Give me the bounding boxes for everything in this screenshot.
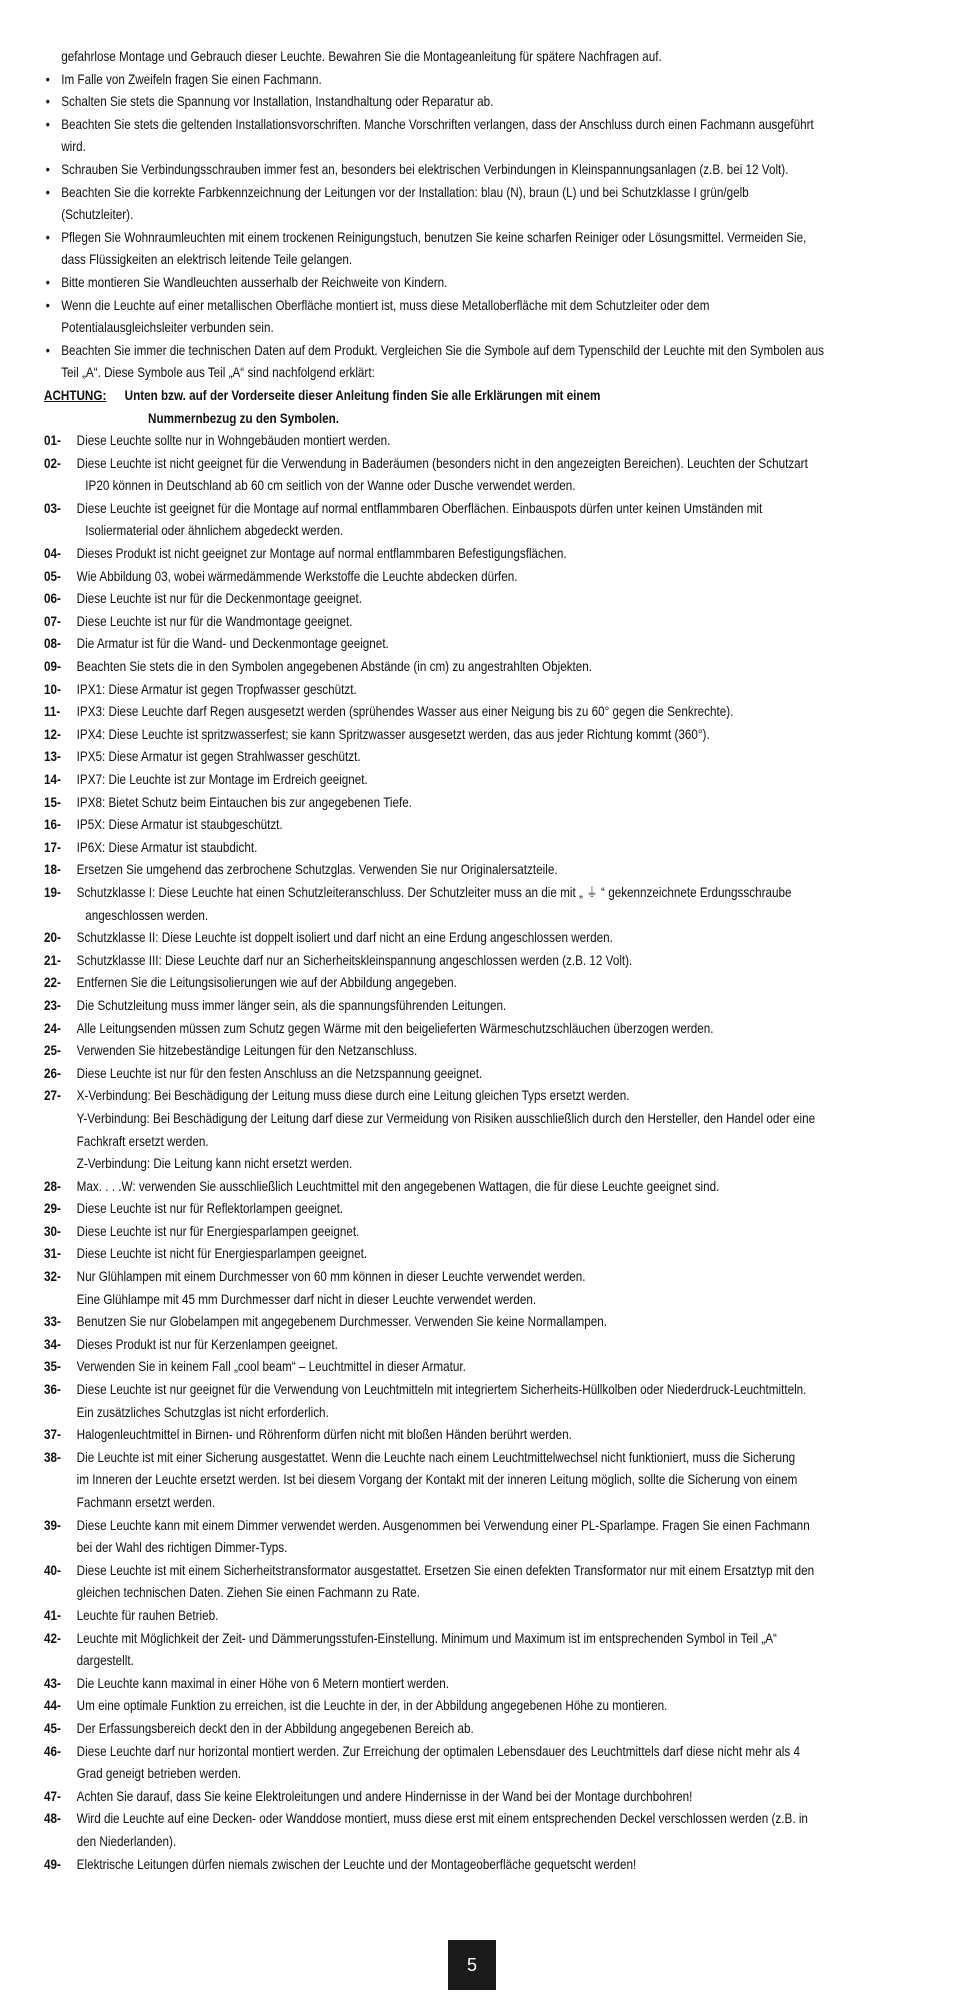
item-text: Diese Leuchte ist nur für die Wandmontage geeignet. <box>76 613 353 629</box>
bullet-text: Im Falle von Zweifeln fragen Sie einen Fachmann. <box>61 71 322 87</box>
item-text: Fachkraft ersetzt werden. <box>76 1133 209 1149</box>
item-number: 35- <box>44 1359 61 1375</box>
item-text: Diese Leuchte ist nur für die Deckenmontage geeignet. <box>76 591 362 607</box>
bullet-item <box>44 114 910 137</box>
symbol-item-03 <box>44 498 910 543</box>
item-number: 28- <box>44 1178 61 1194</box>
bullet-text: Beachten Sie immer die technischen Daten auf dem Produkt. Vergleichen Sie die Symbole auf dem Typenschild der Leuchte mit den Symbolen aus <box>61 342 824 358</box>
symbol-item-48 <box>44 1808 910 1853</box>
item-text: IPX1: Diese Armatur ist gegen Tropfwasser geschützt. <box>76 681 357 697</box>
symbol-item-31 <box>44 1243 910 1266</box>
symbol-item-22 <box>44 972 910 995</box>
symbol-item-20 <box>44 927 910 950</box>
symbol-item-07 <box>44 611 910 634</box>
item-text: gleichen technischen Daten. Ziehen Sie einen Fachmann zu Rate. <box>76 1585 420 1601</box>
item-text: Leuchte mit Möglichkeit der Zeit- und Dämmerungsstufen-Einstellung. Minimum und Maximum ist im entsprechenden Symbol in Teil „A“ <box>76 1630 777 1646</box>
bullet-text: Beachten Sie die korrekte Farbkennzeichnung der Leitungen vor der Installation: blau (N), braun (L) und bei Schutzklasse I grün/gelb <box>61 184 749 200</box>
item-text: IPX8: Bietet Schutz beim Eintauchen bis zur angegebenen Tiefe. <box>76 794 413 810</box>
item-number: 27- <box>44 1088 61 1104</box>
intro-line: gefahrlose Montage und Gebrauch dieser Leuchte. Bewahren Sie die Montageanleitung für spätere Nachfragen auf. <box>61 49 662 64</box>
symbol-item-32 <box>44 1266 910 1311</box>
item-number: 34- <box>44 1336 61 1352</box>
symbol-item-41 <box>44 1605 910 1628</box>
item-text: Z-Verbindung: Die Leitung kann nicht ersetzt werden. <box>76 1156 353 1172</box>
item-number: 13- <box>44 749 61 765</box>
item-number: 17- <box>44 839 61 855</box>
item-text: Leuchte für rauhen Betrieb. <box>76 1607 219 1623</box>
symbol-item-38 <box>44 1447 910 1515</box>
symbol-item-43 <box>44 1673 910 1696</box>
item-text: Halogenleuchtmittel in Birnen- und Röhrenform dürfen nicht mit bloßen Händen berührt werden. <box>76 1427 572 1443</box>
bullet-item <box>44 69 910 92</box>
item-text: Benutzen Sie nur Globelampen mit angegebenem Durchmesser. Verwenden Sie keine Normallampen. <box>76 1314 607 1330</box>
bullet-text-continued: Teil „A“. Diese Symbole aus Teil „A“ sind nachfolgend erklärt: <box>61 365 375 381</box>
symbol-item-26 <box>44 1063 910 1086</box>
symbol-item-29 <box>44 1198 910 1221</box>
bullet-text-continued: Potentialausgleichsleiter verbunden sein. <box>61 320 274 336</box>
item-text: Eine Glühlampe mit 45 mm Durchmesser darf nicht in dieser Leuchte verwendet werden. <box>76 1291 537 1307</box>
warning-text-line1: Unten bzw. auf der Vorderseite dieser Anleitung finden Sie alle Erklärungen mit einem <box>124 387 601 403</box>
symbol-item-25 <box>44 1040 910 1063</box>
bullet-icon: • <box>45 116 50 132</box>
item-number: 40- <box>44 1562 61 1578</box>
item-text: IP6X: Diese Armatur ist staubdicht. <box>76 839 258 855</box>
symbol-item-04 <box>44 543 910 566</box>
symbol-item-24 <box>44 1018 910 1041</box>
symbol-item-30 <box>44 1221 910 1244</box>
item-number: 12- <box>44 726 61 742</box>
item-number: 10- <box>44 681 61 697</box>
bullet-text: Bitte montieren Sie Wandleuchten ausserhalb der Reichweite von Kindern. <box>61 274 448 290</box>
item-text: angeschlossen werden. <box>85 907 209 923</box>
bullet-item <box>44 159 910 182</box>
item-number: 26- <box>44 1065 61 1081</box>
item-text: IPX5: Diese Armatur ist gegen Strahlwasser geschützt. <box>76 749 361 765</box>
symbol-explanations-list <box>44 430 910 1876</box>
bullet-icon: • <box>45 71 50 87</box>
item-number: 43- <box>44 1675 61 1691</box>
item-text: Diese Leuchte ist nicht geeignet für die Verwendung in Baderäumen (besonders nicht in den angezeigten Bereichen). Leuchten der Schutzart <box>76 455 808 471</box>
item-text: Diese Leuchte ist geeignet für die Montage auf normal entflammbaren Oberflächen. Einbauspots dürfen unter keinen Umständen mit <box>76 500 763 516</box>
page-number: 5 <box>448 1940 496 1990</box>
symbol-item-14 <box>44 769 910 792</box>
item-text: Elektrische Leitungen dürfen niemals zwischen der Leuchte und der Montageoberfläche gequetscht werden! <box>76 1856 637 1872</box>
item-number: 07- <box>44 613 61 629</box>
item-text: Diese Leuchte ist nicht für Energiesparlampen geeignet. <box>76 1246 368 1262</box>
item-number: 47- <box>44 1788 61 1804</box>
item-number: 48- <box>44 1811 61 1827</box>
item-number: 08- <box>44 636 61 652</box>
bullet-item <box>44 340 910 363</box>
symbol-item-05 <box>44 566 910 589</box>
item-text: Y-Verbindung: Bei Beschädigung der Leitung darf diese zur Vermeidung von Risiken ausschließlich durch den Hersteller, den Handel oder eine <box>76 1110 816 1126</box>
item-number: 24- <box>44 1020 61 1036</box>
item-number: 02- <box>44 455 61 471</box>
symbol-item-34 <box>44 1334 910 1357</box>
item-number: 36- <box>44 1382 61 1398</box>
item-number: 38- <box>44 1449 61 1465</box>
bullet-text-continued: wird. <box>61 139 86 155</box>
symbol-item-10 <box>44 679 910 702</box>
warning-text-line2: Nummernbezug zu den Symbolen. <box>148 410 340 426</box>
item-text: Die Armatur ist für die Wand- und Deckenmontage geeignet. <box>76 636 389 652</box>
item-text: Die Leuchte ist mit einer Sicherung ausgestattet. Wenn die Leuchte nach einem Leuchtmittelwechsel nicht funktioniert, muss die Sicherung <box>76 1449 796 1465</box>
item-text: Verwenden Sie in keinem Fall „cool beam“ – Leuchtmittel in dieser Armatur. <box>76 1359 466 1375</box>
item-number: 23- <box>44 997 61 1013</box>
item-text: Diese Leuchte ist nur für Energiesparlampen geeignet. <box>76 1223 360 1239</box>
item-number: 01- <box>44 433 61 449</box>
bullet-item <box>44 227 910 250</box>
item-text: Entfernen Sie die Leitungsisolierungen wie auf der Abbildung angegeben. <box>76 975 457 991</box>
item-number: 39- <box>44 1517 61 1533</box>
item-number: 22- <box>44 975 61 991</box>
symbol-item-06 <box>44 588 910 611</box>
item-text: Diese Leuchte ist mit einem Sicherheitstransformator ausgestattet. Ersetzen Sie einen defekten Transformator nur mit einem Ersatztyp mit den <box>76 1562 815 1578</box>
symbol-item-01 <box>44 430 910 453</box>
item-text: IP5X: Diese Armatur ist staubgeschützt. <box>76 817 283 833</box>
symbol-item-12 <box>44 724 910 747</box>
symbol-item-15 <box>44 792 910 815</box>
item-number: 04- <box>44 546 61 562</box>
symbol-item-18 <box>44 859 910 882</box>
bullet-text: Schalten Sie stets die Spannung vor Installation, Instandhaltung oder Reparatur ab. <box>61 94 494 110</box>
item-text: Wie Abbildung 03, wobei wärmedämmende Werkstoffe die Leuchte abdecken dürfen. <box>76 568 518 584</box>
symbol-item-35 <box>44 1356 910 1379</box>
symbol-item-21 <box>44 950 910 973</box>
item-text: Schutzklasse I: Diese Leuchte hat einen Schutzleiteranschluss. Der Schutzleiter muss an die mit „ ⏚ “ gekennzeichnete Erdungsschraube <box>76 884 792 900</box>
item-text: IPX3: Diese Leuchte darf Regen ausgesetzt werden (sprühendes Wasser aus einer Neigung bis zu 60° gegen die Senkrechte). <box>76 704 734 720</box>
item-text: dargestellt. <box>76 1653 134 1669</box>
item-text: Ein zusätzliches Schutzglas ist nicht erforderlich. <box>76 1404 329 1420</box>
item-number: 06- <box>44 591 61 607</box>
item-text: Um eine optimale Funktion zu erreichen, ist die Leuchte in der, in der Abbildung angegebenen Höhe zu montieren. <box>76 1698 668 1714</box>
bullet-icon: • <box>45 184 50 200</box>
item-text: Fachmann ersetzt werden. <box>76 1495 216 1510</box>
bullet-text-continued: (Schutzleiter). <box>61 207 134 223</box>
symbol-item-16 <box>44 814 910 837</box>
bullet-icon: • <box>45 161 50 177</box>
item-text: Diese Leuchte ist nur für Reflektorlampen geeignet. <box>76 1201 344 1217</box>
symbol-item-19 <box>44 882 910 927</box>
symbol-item-40 <box>44 1560 910 1605</box>
item-text: Diese Leuchte kann mit einem Dimmer verwendet werden. Ausgenommen bei Verwendung einer PL-Sparlampe. Fragen Sie einen Fachmann <box>76 1517 810 1533</box>
item-number: 37- <box>44 1427 61 1443</box>
item-text: Die Schutzleitung muss immer länger sein, als die spannungsführenden Leitungen. <box>76 997 507 1013</box>
item-text: Beachten Sie stets die in den Symbolen angegebenen Abstände (in cm) zu angestrahlten Objekten. <box>76 659 593 675</box>
item-number: 15- <box>44 794 61 810</box>
item-number: 18- <box>44 862 61 878</box>
item-number: 25- <box>44 1043 61 1059</box>
item-text: Dieses Produkt ist nur für Kerzenlampen geeignet. <box>76 1336 338 1352</box>
bullet-icon: • <box>45 274 50 290</box>
symbol-item-08 <box>44 633 910 656</box>
item-text: Schutzklasse III: Diese Leuchte darf nur an Sicherheitskleinspannung angeschlossen werden (z.B. 12 Volt). <box>76 952 633 968</box>
symbol-item-47 <box>44 1786 910 1809</box>
item-text: Verwenden Sie hitzebeständige Leitungen für den Netzanschluss. <box>76 1043 418 1059</box>
item-number: 19- <box>44 884 61 900</box>
item-text: Alle Leitungsenden müssen zum Schutz gegen Wärme mit den beigelieferten Wärmeschutzschläuchen überzogen werden. <box>76 1020 714 1036</box>
item-text: Diese Leuchte sollte nur in Wohngebäuden montiert werden. <box>76 433 391 449</box>
symbol-item-11 <box>44 701 910 724</box>
symbol-item-44 <box>44 1695 910 1718</box>
item-text: IPX7: Die Leuchte ist zur Montage im Erdreich geeignet. <box>76 772 368 787</box>
item-text: Dieses Produkt ist nicht geeignet zur Montage auf normal entflammbaren Befestigungsflächen. <box>76 546 567 562</box>
symbol-item-13 <box>44 746 910 769</box>
bullet-text: Wenn die Leuchte auf einer metallischen Oberfläche montiert ist, muss diese Metalloberfläche mit dem Schutzleiter oder dem <box>61 297 710 313</box>
bullet-list <box>44 69 910 385</box>
bullet-icon: • <box>45 297 50 313</box>
item-number: 45- <box>44 1720 61 1736</box>
warning-label: ACHTUNG: <box>44 387 107 403</box>
item-text: Achten Sie darauf, dass Sie keine Elektroleitungen und andere Hindernisse in der Wand bei der Montage durchbohren! <box>76 1788 693 1804</box>
item-text: Ersetzen Sie umgehend das zerbrochene Schutzglas. Verwenden Sie nur Originalersatzteile. <box>76 862 558 878</box>
item-number: 14- <box>44 772 61 787</box>
item-text: Diese Leuchte ist nur geeignet für die Verwendung von Leuchtmitteln mit integriertem Sicherheits-Hüllkolben oder Niederdruck-Leuchtmitteln. <box>76 1382 807 1398</box>
symbol-item-45 <box>44 1718 910 1741</box>
bullet-item <box>44 295 910 318</box>
bullet-text: Schrauben Sie Verbindungsschrauben immer fest an, besonders bei elektrischen Verbindungen in Kleinspannungsanlagen (z.B. bei 12 Volt). <box>61 161 789 177</box>
symbol-item-46 <box>44 1741 910 1786</box>
item-number: 21- <box>44 952 61 968</box>
bullet-item <box>44 182 910 205</box>
symbol-item-49 <box>44 1854 910 1877</box>
bullet-icon: • <box>45 94 50 110</box>
item-number: 42- <box>44 1630 61 1646</box>
bullet-text-continued: dass Flüssigkeiten an elektrisch leitende Teile gelangen. <box>61 252 353 268</box>
item-number: 09- <box>44 659 61 675</box>
item-number: 20- <box>44 930 61 946</box>
item-text: Die Leuchte kann maximal in einer Höhe von 6 Metern montiert werden. <box>76 1675 450 1691</box>
item-number: 03- <box>44 500 61 516</box>
item-text: Grad geneigt betrieben werden. <box>76 1766 242 1782</box>
item-text: IPX4: Diese Leuchte ist spritzwasserfest; sie kann Spritzwasser ausgesetzt werden, das aus jeder Richtung kommt (360°). <box>76 726 710 742</box>
item-text: Diese Leuchte darf nur horizontal montiert werden. Zur Erreichung der optimalen Lebensdauer des Leuchtmittels darf diese nicht mehr als 4 <box>76 1743 800 1759</box>
symbol-item-39 <box>44 1515 910 1560</box>
symbol-item-33 <box>44 1311 910 1334</box>
symbol-item-28 <box>44 1176 910 1199</box>
item-text: Diese Leuchte ist nur für den festen Anschluss an die Netzspannung geeignet. <box>76 1065 483 1081</box>
item-text: Der Erfassungsbereich deckt den in der Abbildung angegebenen Bereich ab. <box>76 1720 474 1736</box>
item-number: 49- <box>44 1856 61 1872</box>
item-text: Max. . . .W: verwenden Sie ausschließlich Leuchtmittel mit den angegebenen Wattagen, die für diese Leuchte geeignet sind. <box>76 1178 720 1194</box>
item-number: 30- <box>44 1223 61 1239</box>
item-number: 41- <box>44 1607 61 1623</box>
item-text: IP20 können in Deutschland ab 60 cm seitlich von der Wanne oder Dusche verwendet werden. <box>85 478 576 494</box>
item-number: 46- <box>44 1743 61 1759</box>
symbol-item-27 <box>44 1085 910 1175</box>
item-number: 44- <box>44 1698 61 1714</box>
item-number: 11- <box>44 704 61 720</box>
symbol-item-36 <box>44 1379 910 1424</box>
bullet-icon: • <box>45 342 50 358</box>
document-body <box>44 46 910 1876</box>
item-number: 33- <box>44 1314 61 1330</box>
item-number: 05- <box>44 568 61 584</box>
symbol-item-42 <box>44 1628 910 1673</box>
item-text: im Inneren der Leuchte ersetzt werden. Ist bei diesem Vorgang der Kontakt mit der inneren Leitung möglich, sollte die Sicherung von einem <box>76 1472 798 1488</box>
item-text: Isoliermaterial oder ähnlichem abgedeckt werden. <box>85 523 344 539</box>
item-text: bei der Wahl des richtigen Dimmer-Typs. <box>76 1540 288 1556</box>
symbol-item-23 <box>44 995 910 1018</box>
item-text: Wird die Leuchte auf eine Decken- oder Wanddose montiert, muss diese erst mit einem entsprechenden Deckel verschlossen werden (z.B. in <box>76 1811 808 1827</box>
item-text: den Niederlanden). <box>76 1833 177 1849</box>
symbol-item-37 <box>44 1424 910 1447</box>
symbol-item-02 <box>44 453 910 498</box>
item-text: Schutzklasse II: Diese Leuchte ist doppelt isoliert und darf nicht an eine Erdung angeschlossen werden. <box>76 930 613 946</box>
bullet-item <box>44 272 910 295</box>
warning-block <box>44 385 910 408</box>
item-text: X-Verbindung: Bei Beschädigung der Leitung muss diese durch eine Leitung gleichen Typs ersetzt werden. <box>76 1088 630 1104</box>
symbol-item-09 <box>44 656 910 679</box>
item-number: 16- <box>44 817 61 833</box>
item-text: Nur Glühlampen mit einem Durchmesser von 60 mm können in dieser Leuchte verwendet werden. <box>76 1269 586 1285</box>
item-number: 29- <box>44 1201 61 1217</box>
bullet-text: Pflegen Sie Wohnraumleuchten mit einem trockenen Reinigungstuch, benutzen Sie keine scharfen Reiniger oder Lösungsmittel. Vermeiden Sie, <box>61 229 807 245</box>
item-number: 32- <box>44 1269 61 1285</box>
item-number: 31- <box>44 1246 61 1262</box>
bullet-icon: • <box>45 229 50 245</box>
bullet-text: Beachten Sie stets die geltenden Installationsvorschriften. Manche Vorschriften verlangen, dass der Anschluss durch einen Fachmann ausgeführt <box>61 116 814 132</box>
bullet-item <box>44 91 910 114</box>
symbol-item-17 <box>44 837 910 860</box>
